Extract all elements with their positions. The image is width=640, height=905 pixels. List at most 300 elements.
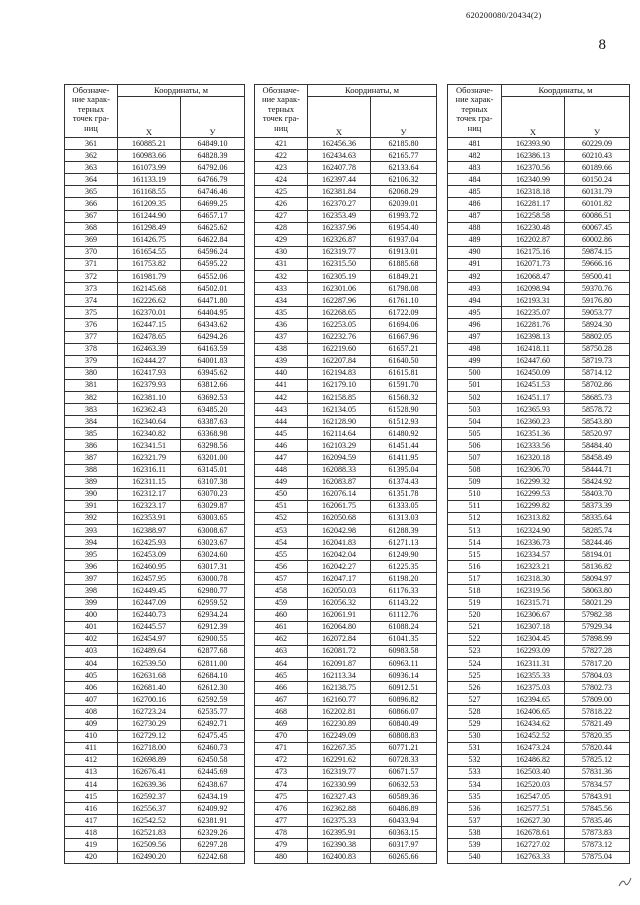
table-row [65,307,245,319]
table-row [448,222,630,234]
y-coordinate-cell: 58719.73 [565,355,630,367]
point-number-cell: 472 [255,754,308,766]
point-number-cell: 509 [448,476,502,488]
point-number-cell: 386 [65,440,118,452]
x-coordinate-cell: 162319.77 [308,766,371,778]
point-number-cell: 491 [448,258,502,270]
point-number-cell: 495 [448,307,502,319]
table-row [65,645,245,657]
y-coordinate-cell: 62039.01 [371,198,437,210]
point-number-cell: 475 [255,791,308,803]
y-coordinate-cell: 60671.57 [371,766,437,778]
table-row [255,645,437,657]
table-row [448,246,630,258]
point-number-cell: 481 [448,138,502,150]
x-coordinate-cell: 162194.83 [308,367,371,379]
y-coordinate-cell: 60433.94 [371,815,437,827]
table-row [65,791,245,803]
y-coordinate-cell: 58444.71 [565,464,630,476]
y-coordinate-cell: 63368.98 [181,428,245,440]
table-row [65,452,245,464]
x-coordinate-cell: 162113.34 [308,670,371,682]
point-number-cell: 508 [448,464,502,476]
x-coordinate-cell: 162353.49 [308,210,371,222]
table-row [65,174,245,186]
y-coordinate-cell: 57873.83 [565,827,630,839]
y-coordinate-cell: 61480.92 [371,428,437,440]
point-number-cell: 398 [65,585,118,597]
y-coordinate-cell: 57929.34 [565,621,630,633]
table-row [255,573,437,585]
point-number-cell: 411 [65,742,118,754]
table-body [448,138,630,864]
x-coordinate-cell: 162088.33 [308,464,371,476]
x-coordinate-cell: 162311.15 [118,476,181,488]
point-number-cell: 394 [65,537,118,549]
table-row [448,851,630,863]
table-row [65,295,245,307]
y-coordinate-cell: 64404.95 [181,307,245,319]
point-number-cell: 442 [255,391,308,403]
x-coordinate-cell: 162447.60 [502,355,565,367]
x-coordinate-cell: 162539.50 [118,658,181,670]
x-coordinate-cell: 162324.90 [502,525,565,537]
x-coordinate-cell: 162445.57 [118,621,181,633]
point-number-cell: 388 [65,464,118,476]
document-code: 620200080/20434(2) [466,10,542,20]
x-coordinate-cell: 162230.89 [308,718,371,730]
x-coordinate-cell: 161244.90 [118,210,181,222]
x-coordinate-cell: 162312.17 [118,488,181,500]
y-coordinate-cell: 60589.36 [371,791,437,803]
point-number-cell: 416 [65,803,118,815]
x-coordinate-cell: 162316.11 [118,464,181,476]
x-coordinate-cell: 162145.68 [118,283,181,295]
y-coordinate-cell: 62185.80 [371,138,437,150]
x-coordinate-cell: 162318.30 [502,573,565,585]
point-number-cell: 480 [255,851,308,863]
x-coordinate-cell: 162061.75 [308,500,371,512]
table-row [448,537,630,549]
point-number-cell: 454 [255,537,308,549]
table-row [65,561,245,573]
x-coordinate-cell: 161168.55 [118,186,181,198]
table-row [255,271,437,283]
x-coordinate-cell: 162386.13 [502,150,565,162]
y-coordinate-cell: 62959.52 [181,597,245,609]
point-number-cell: 408 [65,706,118,718]
x-coordinate-cell: 161073.99 [118,162,181,174]
x-coordinate-cell: 162050.68 [308,512,371,524]
y-coordinate-cell: 58578.72 [565,404,630,416]
table-body [255,138,437,864]
x-coordinate-cell: 162318.18 [502,186,565,198]
table-row [448,815,630,827]
y-coordinate-cell: 60229.09 [565,138,630,150]
point-number-cell: 427 [255,210,308,222]
table-row [448,174,630,186]
x-coordinate-cell: 162375.03 [502,682,565,694]
table-row [65,343,245,355]
y-coordinate-cell: 64001.83 [181,355,245,367]
point-number-cell: 421 [255,138,308,150]
x-coordinate-cell: 162400.83 [308,851,371,863]
x-coordinate-cell: 162334.57 [502,549,565,561]
point-number-cell: 431 [255,258,308,270]
table-row [255,331,437,343]
x-coordinate-cell: 162094.59 [308,452,371,464]
point-number-cell: 496 [448,319,502,331]
y-coordinate-cell: 60002.86 [565,234,630,246]
x-coordinate-cell: 162041.83 [308,537,371,549]
point-number-cell: 400 [65,609,118,621]
y-coordinate-cell: 61512.93 [371,416,437,428]
y-coordinate-cell: 61313.03 [371,512,437,524]
point-number-cell: 371 [65,258,118,270]
table-row [448,670,630,682]
y-coordinate-cell: 64595.22 [181,258,245,270]
point-number-cell: 365 [65,186,118,198]
point-number-cell: 530 [448,730,502,742]
point-number-cell: 470 [255,730,308,742]
point-number-cell: 503 [448,404,502,416]
point-number-cell: 410 [65,730,118,742]
x-coordinate-cell: 162463.39 [118,343,181,355]
y-coordinate-cell: 57820.35 [565,730,630,742]
x-coordinate-cell: 162330.99 [308,778,371,790]
point-number-cell: 526 [448,682,502,694]
y-coordinate-cell: 60936.14 [371,670,437,682]
point-number-cell: 375 [65,307,118,319]
y-coordinate-cell: 61798.08 [371,283,437,295]
y-coordinate-cell: 64746.46 [181,186,245,198]
point-number-cell: 504 [448,416,502,428]
table-row [448,682,630,694]
table-row [255,730,437,742]
point-number-cell: 364 [65,174,118,186]
x-coordinate-cell: 162406.65 [502,706,565,718]
table-row [255,803,437,815]
table-row [448,452,630,464]
point-number-cell: 381 [65,379,118,391]
point-number-cell: 527 [448,694,502,706]
table-row [448,754,630,766]
y-coordinate-cell: 62912.39 [181,621,245,633]
x-coordinate-cell: 162509.56 [118,839,181,851]
table-row [255,537,437,549]
point-number-cell: 507 [448,452,502,464]
x-coordinate-cell: 162340.82 [118,428,181,440]
y-coordinate-cell: 62409.92 [181,803,245,815]
table-row [448,258,630,270]
y-coordinate-cell: 64849.10 [181,138,245,150]
table-row [65,633,245,645]
x-coordinate-cell: 162449.45 [118,585,181,597]
y-coordinate-cell: 63145.01 [181,464,245,476]
x-coordinate-cell: 162418.11 [502,343,565,355]
point-number-cell: 383 [65,404,118,416]
table-row [65,658,245,670]
table-row [65,621,245,633]
table-row [448,621,630,633]
table-row [65,585,245,597]
y-coordinate-cell: 63107.38 [181,476,245,488]
point-number-cell: 379 [65,355,118,367]
point-number-cell: 521 [448,621,502,633]
y-coordinate-cell: 58063.80 [565,585,630,597]
table-row [65,404,245,416]
point-number-cell: 533 [448,766,502,778]
table-row [448,718,630,730]
y-coordinate-cell: 62877.68 [181,645,245,657]
y-coordinate-cell: 61615.81 [371,367,437,379]
table-row [448,138,630,150]
y-coordinate-cell: 61395.04 [371,464,437,476]
x-coordinate-cell: 162592.37 [118,791,181,803]
y-coordinate-cell: 60486.89 [371,803,437,815]
table-row [448,706,630,718]
point-number-cell: 469 [255,718,308,730]
table-row [448,391,630,403]
table-row [448,742,630,754]
y-coordinate-cell: 57835.46 [565,815,630,827]
page-number: 8 [598,37,606,53]
x-coordinate-cell: 162287.96 [308,295,371,307]
table-row [255,343,437,355]
y-coordinate-cell: 58021.29 [565,597,630,609]
x-coordinate-cell: 162320.18 [502,452,565,464]
y-coordinate-cell: 61249.90 [371,549,437,561]
table-row [65,694,245,706]
table-row [65,198,245,210]
point-number-cell: 438 [255,343,308,355]
table-row [255,416,437,428]
y-coordinate-cell: 58750.28 [565,343,630,355]
y-coordinate-cell: 60265.66 [371,851,437,863]
point-number-cell: 434 [255,295,308,307]
point-number-cell: 447 [255,452,308,464]
table-row [448,694,630,706]
table-row [448,379,630,391]
x-coordinate-cell: 162072.84 [308,633,371,645]
table-row [255,198,437,210]
x-coordinate-cell: 160983.66 [118,150,181,162]
table-row [65,815,245,827]
x-coordinate-cell: 162341.51 [118,440,181,452]
y-coordinate-cell: 58403.70 [565,488,630,500]
y-coordinate-cell: 60840.49 [371,718,437,730]
x-coordinate-cell: 162730.29 [118,718,181,730]
x-coordinate-cell: 162390.38 [308,839,371,851]
point-number-cell: 407 [65,694,118,706]
table-row [255,186,437,198]
point-number-cell: 478 [255,827,308,839]
y-coordinate-cell: 61591.70 [371,379,437,391]
point-number-cell: 502 [448,391,502,403]
table-row [255,488,437,500]
y-coordinate-cell: 63945.62 [181,367,245,379]
table-row [65,512,245,524]
y-coordinate-cell: 64766.79 [181,174,245,186]
table-row [448,488,630,500]
point-number-cell: 459 [255,597,308,609]
y-coordinate-cell: 62934.24 [181,609,245,621]
x-coordinate-cell: 162207.84 [308,355,371,367]
x-coordinate-cell: 161133.19 [118,174,181,186]
y-coordinate-cell: 62445.69 [181,766,245,778]
point-number-cell: 501 [448,379,502,391]
x-coordinate-cell: 162071.73 [502,258,565,270]
point-number-cell: 489 [448,234,502,246]
point-number-cell: 390 [65,488,118,500]
x-coordinate-cell: 162230.48 [502,222,565,234]
y-coordinate-cell: 63008.67 [181,525,245,537]
x-coordinate-cell: 162486.82 [502,754,565,766]
table-row [255,561,437,573]
point-number-cell: 418 [65,827,118,839]
point-number-cell: 457 [255,573,308,585]
table-row [65,234,245,246]
x-coordinate-cell: 162723.24 [118,706,181,718]
table-row [448,512,630,524]
point-number-cell: 494 [448,295,502,307]
x-coordinate-cell: 162293.09 [502,645,565,657]
point-number-cell: 505 [448,428,502,440]
table-row [448,440,630,452]
x-coordinate-cell: 161753.82 [118,258,181,270]
x-coordinate-cell: 162381.10 [118,391,181,403]
table-row [255,778,437,790]
x-coordinate-cell: 162064.80 [308,621,371,633]
x-coordinate-cell: 162321.79 [118,452,181,464]
point-number-cell: 483 [448,162,502,174]
point-number-cell: 366 [65,198,118,210]
point-number-cell: 384 [65,416,118,428]
table-row [255,549,437,561]
y-coordinate-cell: 64625.62 [181,222,245,234]
y-coordinate-cell: 57817.20 [565,658,630,670]
x-coordinate-cell: 162311.31 [502,658,565,670]
y-coordinate-cell: 58285.74 [565,525,630,537]
point-number-cell: 430 [255,246,308,258]
point-number-cell: 540 [448,851,502,863]
point-number-cell: 471 [255,742,308,754]
x-coordinate-cell: 162253.05 [308,319,371,331]
y-coordinate-cell: 61667.96 [371,331,437,343]
x-coordinate-cell: 162451.17 [502,391,565,403]
table-row [65,488,245,500]
y-coordinate-cell: 62165.77 [371,150,437,162]
point-number-cell: 474 [255,778,308,790]
coords-header: Координаты, м [502,85,630,97]
point-number-cell: 361 [65,138,118,150]
x-coordinate-cell: 162698.89 [118,754,181,766]
y-coordinate-cell: 58094.97 [565,573,630,585]
point-number-cell: 538 [448,827,502,839]
point-number-cell: 435 [255,307,308,319]
table-row [255,512,437,524]
table-row [448,283,630,295]
table-row [65,428,245,440]
y-coordinate-cell: 62811.00 [181,658,245,670]
y-coordinate-cell: 58458.49 [565,452,630,464]
x-coordinate-cell: 161981.79 [118,271,181,283]
x-coordinate-cell: 162232.76 [308,331,371,343]
y-coordinate-cell: 61694.06 [371,319,437,331]
table-row [255,355,437,367]
table-row [65,210,245,222]
table-row [255,742,437,754]
point-number-cell: 425 [255,186,308,198]
x-coordinate-cell: 162281.17 [502,198,565,210]
x-coordinate-cell: 162319.77 [308,246,371,258]
y-coordinate-cell: 63070.23 [181,488,245,500]
y-coordinate-cell: 61351.78 [371,488,437,500]
x-coordinate-cell: 162451.53 [502,379,565,391]
x-coordinate-cell: 162179.10 [308,379,371,391]
x-coordinate-cell: 162323.17 [118,500,181,512]
y-coordinate-cell: 62592.59 [181,694,245,706]
table-row [65,416,245,428]
x-coordinate-cell: 162068.47 [502,271,565,283]
y-coordinate-cell: 62450.58 [181,754,245,766]
table-row [65,464,245,476]
x-coordinate-cell: 162398.13 [502,331,565,343]
table-row [255,150,437,162]
y-coordinate-cell: 62535.77 [181,706,245,718]
y-coordinate-cell: 61761.10 [371,295,437,307]
y-coordinate-cell: 57843.91 [565,791,630,803]
y-coordinate-cell: 63000.78 [181,573,245,585]
table-row [255,258,437,270]
table-row [65,827,245,839]
y-coordinate-cell: 57873.12 [565,839,630,851]
point-number-cell: 415 [65,791,118,803]
point-number-cell: 522 [448,633,502,645]
y-coordinate-cell: 63298.56 [181,440,245,452]
x-coordinate-cell: 162393.90 [502,138,565,150]
point-number-cell: 513 [448,525,502,537]
x-coordinate-cell: 162281.76 [502,319,565,331]
y-coordinate-cell: 61176.33 [371,585,437,597]
y-coordinate-cell: 60317.97 [371,839,437,851]
y-coordinate-cell: 63387.63 [181,416,245,428]
y-coordinate-cell: 64163.59 [181,343,245,355]
table-row [65,754,245,766]
x-coordinate-cell: 162114.64 [308,428,371,440]
point-number-cell: 401 [65,621,118,633]
y-coordinate-cell: 63201.00 [181,452,245,464]
table-row [448,525,630,537]
point-number-cell: 515 [448,549,502,561]
point-number-cell: 519 [448,597,502,609]
table-row [448,355,630,367]
y-coordinate-cell: 61271.13 [371,537,437,549]
y-coordinate-cell: 57827.28 [565,645,630,657]
y-coordinate-cell: 61374.43 [371,476,437,488]
coordinates-table-1 [64,84,245,864]
x-coordinate-cell: 162478.65 [118,331,181,343]
y-coordinate-cell: 60963.11 [371,658,437,670]
y-coordinate-cell: 61041.35 [371,633,437,645]
point-number-cell: 387 [65,452,118,464]
point-number-cell: 362 [65,150,118,162]
point-number-cell: 476 [255,803,308,815]
table-row [448,234,630,246]
y-coordinate-cell: 62297.28 [181,839,245,851]
table-row [448,271,630,283]
point-number-cell: 377 [65,331,118,343]
